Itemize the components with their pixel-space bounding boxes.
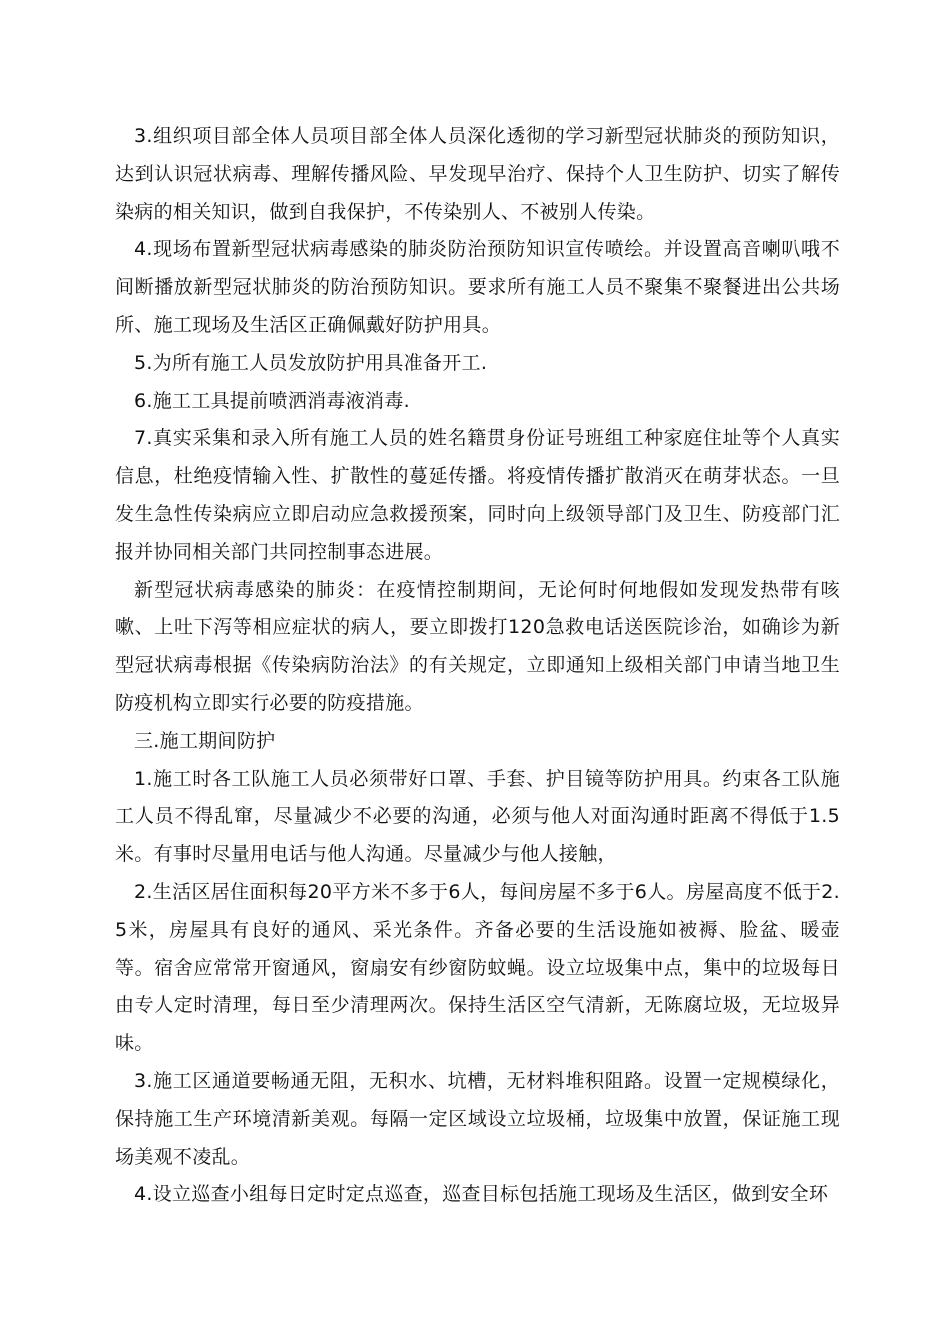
paragraph-item-6-tool-disinfection: 6.施工工具提前喷洒消毒液消毒. xyxy=(134,389,410,412)
section-heading-construction-protection: 三.施工期间防护 xyxy=(134,729,276,752)
paragraph-item-4-inspection-team: 4.设立巡查小组每日定时定点巡查，巡查目标包括施工现场及生活区，做到安全环 xyxy=(134,1183,829,1206)
paragraph-item-7-information-collection: 7.真实采集和录入所有施工人员的姓名籍贯身份证号班组工种家庭住址等个人真实信息，杜绝疫情输入性、扩散性的蔓延传播。将疫情传播扩散消灭在萌芽状态。一旦发生急性传染病应立即启动应急救援预案，同时向上级领导部门及卫生、防疫部门汇报并协同相关部门共同控制事态进展。 xyxy=(115,427,840,563)
paragraph-item-3-prevention-study: 3.组织项目部全体人员项目部全体人员深化透彻的学习新型冠状肺炎的预防知识，达到认识冠状病毒、理解传播风险、早发现早治疗、保持个人卫生防护、切实了解传染病的相关知识，做到自我保护，不传染别人、不被别人传染。 xyxy=(115,125,840,223)
document-body xyxy=(115,118,840,1214)
paragraph-item-2-living-area: 2.生活区居住面积每20平方米不多于6人，每间房屋不多于6人。房屋高度不低于2.5米，房屋具有良好的通风、采光条件。齐备必要的生活设施如被褥、脸盆、暖壶等。宿舍应常常开窗通风，窗扇安有纱窗防蚊蝇。设立垃圾集中点，集中的垃圾每日由专人定时清理，每日至少清理两次。保持生活区空气清新，无陈腐垃圾，无垃圾异味。 xyxy=(115,880,840,1055)
paragraph-item-1-worker-protection: 1.施工时各工队施工人员必须带好口罩、手套、护目镜等防护用具。约束各工队施工人员不得乱窜，尽量减少不必要的沟通，必须与他人对面沟通时距离不得低于1.5米。有事时尽量用电话与他人沟通。尽量减少与他人接触， xyxy=(115,767,840,866)
paragraph-item-4-site-publicity: 4.现场布置新型冠状病毒感染的肺炎防治预防知识宣传喷绘。并设置高音喇叭哦不间断播放新型冠状肺炎的防治预防知识。要求所有施工人员不聚集不聚餐进出公共场所、施工现场及生活区正确佩戴好防护用具。 xyxy=(115,238,840,336)
paragraph-pneumonia-response: 新型冠状病毒感染的肺炎：在疫情控制期间，无论何时何地假如发现发热带有咳嗽、上吐下泻等相应症状的病人，要立即拨打120急救电话送医院诊治，如确诊为新型冠状病毒根据《传染病防治法》的有关规定，立即通知上级相关部门申请当地卫生防疫机构立即实行必要的防疫措施。 xyxy=(115,578,840,714)
paragraph-item-5-protective-gear: 5.为所有施工人员发放防护用具准备开工. xyxy=(134,351,488,374)
paragraph-item-3-passage-environment: 3.施工区通道要畅通无阻，无积水、坑槽，无材料堆积阻路。设置一定规模绿化，保持施工生产环境清新美观。每隔一定区域设立垃圾桶，垃圾集中放置，保证施工现场美观不凌乱。 xyxy=(115,1069,840,1168)
